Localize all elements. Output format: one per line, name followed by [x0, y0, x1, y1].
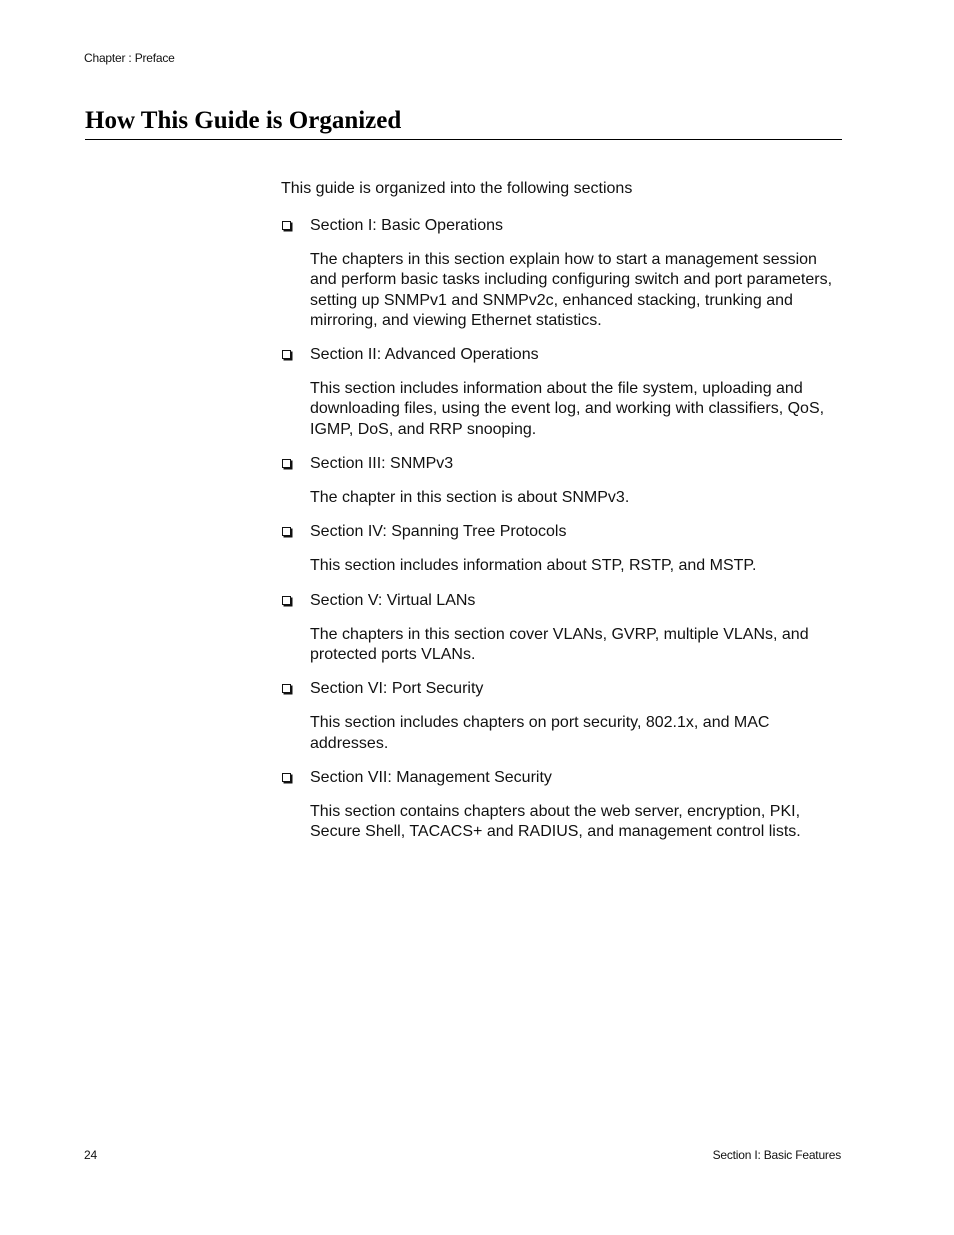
- section-description: The chapters in this section explain how to start a management session and perform basic tasks including configuring switch and port parameters, setting up SNMPv1 and SNMPv2c, enhanced stacking, trunking and mirroring, and viewing Ethernet statistics.: [310, 251, 833, 329]
- section-heading: [281, 522, 846, 542]
- checkbox-bullet-icon: [282, 773, 291, 782]
- section-heading: [281, 768, 846, 788]
- section-heading: [281, 454, 846, 474]
- section-description: The chapters in this section cover VLANs, GVRP, multiple VLANs, and protected ports VLANs.: [310, 625, 809, 663]
- list-item: [281, 768, 846, 843]
- section-title: Section I: Basic Operations: [310, 217, 503, 234]
- section-title: Section V: Virtual LANs: [310, 591, 476, 609]
- list-item: [281, 345, 846, 440]
- section-list: [281, 216, 846, 856]
- running-header: Chapter : Preface: [84, 51, 175, 65]
- list-item: [281, 216, 846, 331]
- section-heading: [281, 591, 846, 611]
- section-title: Section IV: Spanning Tree Protocols: [310, 523, 567, 541]
- section-title: Section VI: Port Security: [310, 680, 484, 698]
- section-title: Section VII: Management Security: [310, 768, 552, 786]
- page-title: How This Guide is Organized: [85, 106, 842, 140]
- list-item: [281, 591, 846, 666]
- checkbox-bullet-icon: [282, 596, 291, 605]
- section-description: This section contains chapters about the web server, encryption, PKI, Secure Shell, TACACS+ and RADIUS, and management control lists.: [310, 802, 801, 841]
- page-number: 24: [84, 1148, 97, 1162]
- footer-section-title: Section I: Basic Features: [712, 1148, 841, 1162]
- section-description: The chapter in this section is about SNMPv3.: [310, 489, 630, 507]
- section-heading: [281, 345, 846, 365]
- checkbox-bullet-icon: [282, 684, 291, 693]
- list-item: [281, 454, 846, 508]
- checkbox-bullet-icon: [282, 459, 291, 468]
- section-description: This section includes information about STP, RSTP, and MSTP.: [310, 557, 757, 575]
- list-item: [281, 679, 846, 754]
- list-item: [281, 522, 846, 576]
- section-description: This section includes information about the file system, uploading and downloading files, using the event log, and working with classifiers, QoS, IGMP, DoS, and RRP snooping.: [310, 380, 825, 438]
- checkbox-bullet-icon: [282, 350, 291, 359]
- intro-paragraph: This guide is organized into the following sections: [281, 180, 633, 197]
- checkbox-bullet-icon: [282, 221, 291, 230]
- section-title: Section II: Advanced Operations: [310, 346, 539, 364]
- section-heading: [281, 679, 846, 699]
- section-description: This section includes chapters on port security, 802.1x, and MAC addresses.: [310, 714, 770, 752]
- checkbox-bullet-icon: [282, 527, 291, 536]
- section-heading: [281, 216, 846, 236]
- section-title: Section III: SNMPv3: [310, 455, 454, 473]
